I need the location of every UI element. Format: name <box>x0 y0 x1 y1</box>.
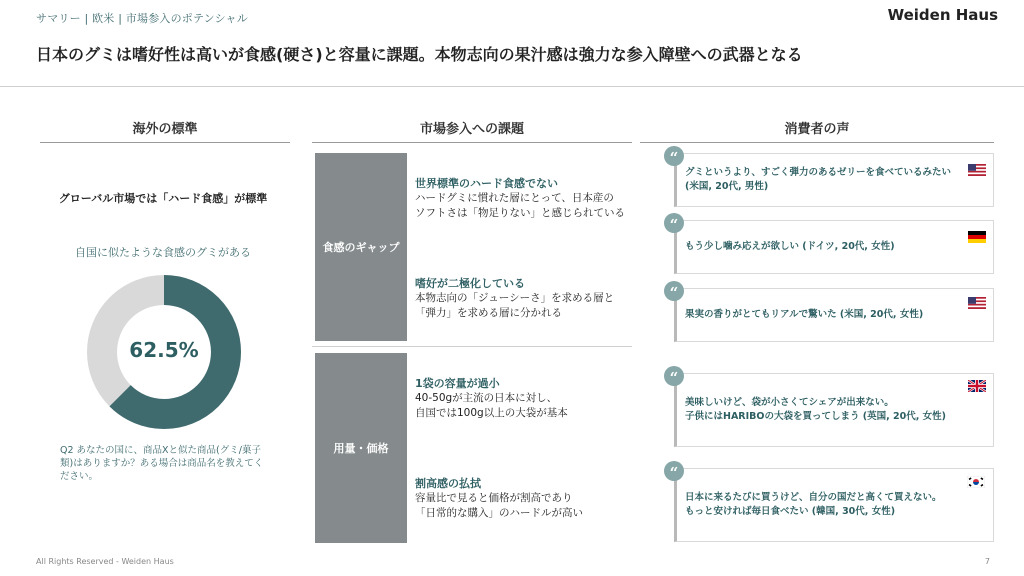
quote-text-line: グミというより、すごく弾力のあるゼリーを食べているみたい <box>685 167 952 178</box>
footer-copyright: All Rights Reserved - Weiden Haus <box>36 557 174 566</box>
brand-logo-text: Weiden Haus <box>887 6 998 24</box>
consumer-quote-card <box>674 153 994 207</box>
issue-item <box>415 176 630 221</box>
column-header-overseas-standard: 海外の標準 <box>132 122 198 137</box>
us-flag-icon <box>968 297 986 309</box>
consumer-quote-card <box>674 468 994 542</box>
category-texture-gap: 食感のギャップ <box>315 153 407 341</box>
category-divider <box>312 346 632 347</box>
column-divider-left <box>40 142 290 143</box>
consumer-quote-card <box>674 288 994 342</box>
donut-caption: 自国に似たような食感のグミがある <box>75 246 251 259</box>
quote-text-line: 果実の香りがとてもリアルで驚いた (米国, 20代, 女性) <box>685 309 924 320</box>
consumer-quote-card <box>674 220 994 274</box>
quote-icon: “ <box>664 213 684 233</box>
issue-body-line: 容量比で見ると価格が割高であり <box>415 492 573 504</box>
issue-title: 世界標準のハード食感でない <box>415 177 558 190</box>
issue-body-line: ハードグミに慣れた層にとって、日本産の <box>415 192 614 204</box>
quote-text-block <box>685 491 942 519</box>
quote-text-block <box>685 396 946 424</box>
breadcrumb: サマリー | 欧米 | 市場参入のポテンシャル <box>36 12 248 25</box>
issue-title: 割高感の払拭 <box>415 477 481 490</box>
consumer-quote-card <box>674 373 994 447</box>
quote-text-line: 美味しいけど、袋が小さくてシェアが出来ない。 <box>685 397 894 408</box>
column-divider-middle <box>312 142 632 143</box>
issue-title: 嗜好が二極化している <box>415 277 525 290</box>
category-volume-price: 用量・価格 <box>315 353 407 543</box>
quote-text-block <box>685 166 951 194</box>
germany-flag-icon <box>968 231 986 243</box>
quote-text-line: 子供にはHARIBOの大袋を買ってしまう (英国, 20代, 女性) <box>685 411 947 422</box>
quote-icon: “ <box>664 366 684 386</box>
issue-item <box>415 276 630 321</box>
quote-text-block <box>685 240 895 254</box>
quote-text-line: (米国, 20代, 男性) <box>685 181 769 192</box>
issue-title: 1袋の容量が過小 <box>415 377 500 390</box>
quote-text-line: もう少し噛み応えが欲しい (ドイツ, 20代, 女性) <box>685 241 895 252</box>
quote-icon: “ <box>664 146 684 166</box>
column-header-consumer-voice: 消費者の声 <box>784 122 850 137</box>
issue-body-line: 「日常的な購入」のハードルが高い <box>415 507 583 519</box>
page-number: 7 <box>984 557 990 566</box>
page-title: 日本のグミは嗜好性は高いが食感(硬さ)と容量に課題。本物志向の果汁感は強力な参入障壁への武器となる <box>36 45 803 64</box>
uk-flag-icon <box>968 380 986 392</box>
issue-body-line: 本物志向の「ジューシーさ」を求める層と <box>415 292 615 304</box>
issue-item <box>415 476 630 521</box>
donut-value-label: 62.5% <box>129 338 199 362</box>
quote-icon: “ <box>664 461 684 481</box>
quote-text-line: 日本に来るたびに買うけど、自分の国だと高くて買えない。 <box>685 492 942 503</box>
column-header-market-entry-issues: 市場参入への課題 <box>419 122 524 137</box>
global-standard-title: グローバル市場では「ハード食感」が標準 <box>58 192 268 205</box>
quote-icon: “ <box>664 281 684 301</box>
korea-flag-icon <box>967 476 985 488</box>
issue-body-line: 自国では100g以上の大袋が基本 <box>415 407 568 419</box>
survey-question: Q2 あなたの国に、商品Xと似た商品(グミ/菓子類)はありますか？ある場合は商品名を教えてください。 <box>60 445 264 482</box>
quote-text-block <box>685 308 923 322</box>
quote-text-line: もっと安ければ毎日食べたい (韓国, 30代, 女性) <box>685 506 896 517</box>
us-flag-icon <box>968 164 986 176</box>
issue-body-line: ソフトさは「物足りない」と感じられている <box>415 207 625 219</box>
header-divider <box>0 86 1024 87</box>
issue-body-line: 40-50gが主流の日本に対し、 <box>415 392 558 404</box>
issue-item <box>415 376 630 421</box>
column-divider-right <box>640 142 994 143</box>
issue-body-line: 「弾力」を求める層に分かれる <box>415 307 562 319</box>
